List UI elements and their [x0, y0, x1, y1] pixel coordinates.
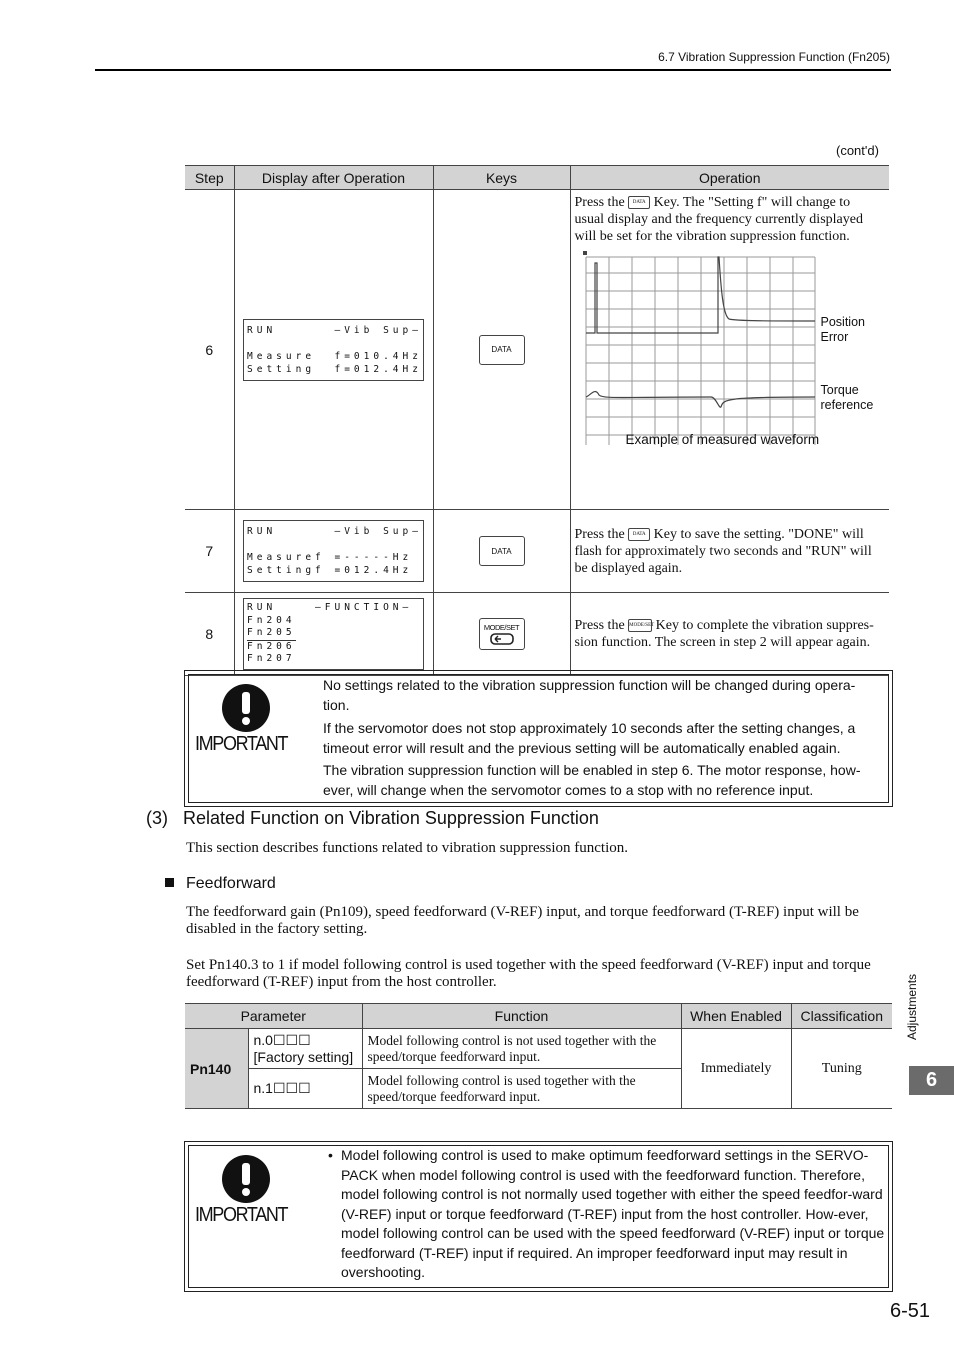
torque-reference-label: Torque reference	[820, 383, 874, 412]
data-key: DATA	[479, 335, 525, 365]
param-table-header	[185, 1004, 892, 1029]
important-paragraph: If the servomotor does not stop approximately 10 seconds after the setting changes, a timeout error will result and the previous setting will be automatically enabled again.	[323, 720, 856, 756]
data-key-icon: DATA	[628, 196, 650, 209]
display-cell	[234, 510, 433, 593]
display-cell	[234, 190, 433, 510]
th-function: Function	[362, 1004, 681, 1029]
th-keys: Keys	[433, 166, 570, 190]
factory-setting-note: [Factory setting]	[253, 1048, 354, 1065]
param-number: Pn140	[185, 1029, 248, 1109]
step-number: 8	[185, 593, 234, 676]
operation-cell	[570, 593, 889, 676]
keys-cell	[433, 190, 570, 510]
subheading-text: Feedforward	[186, 875, 276, 892]
mode-set-key	[479, 618, 525, 650]
important-notice	[184, 670, 893, 807]
op-text-part: Press the	[574, 527, 625, 542]
running-header: 6.7 Vibration Suppression Function (Fn205)	[658, 50, 890, 64]
step-table-header	[185, 166, 889, 190]
th-when-enabled: When Enabled	[681, 1004, 791, 1029]
page-number: 6-51	[889, 1300, 930, 1322]
param-value-cell	[248, 1069, 362, 1109]
lcd-display	[243, 598, 424, 670]
lcd-display	[243, 520, 424, 582]
th-display: Display after Operation	[234, 166, 433, 190]
table-row	[185, 190, 889, 510]
paragraph: The feedforward gain (Pn109), speed feedforward (V-REF) input, and torque feedforward (T-REF) input will be disabled in the factory setting.	[186, 904, 859, 937]
important-text	[341, 1146, 885, 1283]
param-function: Model following control is used together with the speed/torque feedforward input.	[362, 1069, 681, 1109]
op-text-part: Press the	[574, 195, 625, 210]
data-key-icon: DATA	[628, 528, 650, 541]
lcd-line: Fn204	[247, 614, 296, 626]
contd-label: (cont'd)	[836, 143, 879, 158]
important-label: IMPORTANT	[195, 733, 288, 755]
chapter-tab: 6	[909, 1066, 954, 1095]
keys-cell	[433, 510, 570, 593]
operation-cell	[570, 190, 889, 510]
lcd-display	[243, 319, 424, 381]
table-row	[185, 1029, 892, 1069]
lcd-line	[247, 337, 420, 350]
lcd-line	[247, 538, 420, 551]
section-description: This section describes functions related to vibration suppression function.	[186, 840, 628, 856]
th-step: Step	[185, 166, 234, 190]
exclamation-icon	[221, 1154, 271, 1204]
classification: Tuning	[791, 1029, 892, 1109]
important-paragraph: Model following control is used to make optimum feedforward settings in the SERVO-PACK when model following control is used with the feedforward function. Therefore, model following control is not normally used together with either the speed feedfor-ward (V-REF) input or torque feedforward (T-REF) input from the host controller. How-ever, model following control can be used with the speed feedforward (V-REF) input or torque feedforward (T-REF) input if required. An improper feedforward input may result in overshooting.	[341, 1147, 885, 1280]
important-text	[323, 676, 879, 800]
header-rule	[95, 69, 891, 71]
important-paragraph: No settings related to the vibration suppression function will be changed during opera-tion.	[323, 677, 856, 713]
parameter-table	[185, 1003, 892, 1109]
param-value: n.0☐☐☐	[253, 1031, 311, 1048]
subheading	[165, 875, 276, 893]
exclamation-icon	[221, 683, 271, 733]
waveform-figure	[571, 249, 890, 509]
param-value: n.1☐☐☐	[253, 1080, 311, 1096]
table-row	[185, 510, 889, 593]
operation-text	[571, 613, 890, 655]
important-paragraph: The vibration suppression function will be enabled in step 6. The motor response, how-ever, will change when the servomotor comes to a stop with no reference input.	[323, 762, 861, 798]
lcd-line: RUN —Vib Sup—	[247, 324, 422, 336]
lcd-line: Measure f=010.4Hz	[247, 350, 422, 362]
position-error-label: Position Error	[820, 315, 865, 344]
section-title: (3) Related Function on Vibration Suppression Function	[146, 808, 599, 828]
data-key: DATA	[479, 536, 525, 566]
paragraph: Set Pn140.3 to 1 if model following control is used together with the speed feedforward (V-REF) input and torque feedforward (T-REF) input from the host controller.	[186, 957, 871, 990]
mode-set-key-label: MODE/SET	[483, 622, 520, 632]
square-bullet-icon	[165, 878, 174, 887]
keys-cell	[433, 593, 570, 676]
param-value-cell	[248, 1029, 362, 1069]
param-function: Model following control is not used together with the speed/torque feedforward input.	[362, 1029, 681, 1069]
bullet-glyph: •	[328, 1147, 333, 1163]
lcd-line: Setting f=012.4Hz	[247, 363, 422, 375]
table-row	[185, 593, 889, 676]
th-parameter: Parameter	[185, 1004, 362, 1029]
waveform-caption: Example of measured waveform	[625, 432, 820, 447]
lcd-line: RUN —Vib Sup—	[247, 526, 422, 537]
lcd-line-selected: Fn205	[247, 627, 296, 641]
enter-arrow-icon	[487, 632, 517, 646]
lcd-line: Fn207	[247, 653, 296, 665]
step-number: 7	[185, 510, 234, 593]
op-text-part: Key to complete the vibration suppres-sion function. The screen in step 2 will appear again.	[574, 618, 874, 650]
step-table	[185, 165, 889, 676]
op-text-part: Key to save the setting. "DONE" will flash for approximately two seconds and "RUN" will be displayed again.	[574, 527, 872, 576]
waveform-chart	[571, 249, 890, 509]
lcd-line: RUN —FUNCTION—	[247, 602, 413, 614]
lcd-line: Settingf =012.4Hz	[247, 565, 413, 576]
th-operation: Operation	[570, 166, 889, 190]
step-number: 6	[185, 190, 234, 510]
when-enabled: Immediately	[681, 1029, 791, 1109]
operation-text	[571, 510, 890, 581]
operation-cell	[570, 510, 889, 593]
th-classification: Classification	[791, 1004, 892, 1029]
important-label: IMPORTANT	[195, 1204, 288, 1226]
bullet	[328, 1146, 342, 1166]
operation-text	[571, 190, 890, 249]
op-text-part: Press the	[574, 618, 625, 633]
lcd-line: Measuref =-----Hz	[247, 552, 413, 563]
mode-set-key-icon: MODE/SET	[628, 619, 652, 632]
important-notice	[184, 1141, 893, 1292]
op-text-part: Key. The "Setting f" will change to usual display and the frequency currently displayed will be set for the vibration suppression function.	[574, 195, 863, 244]
lcd-line: Fn206	[247, 640, 296, 652]
display-cell	[234, 593, 433, 676]
chapter-side-label: Adjustments	[905, 973, 919, 1040]
